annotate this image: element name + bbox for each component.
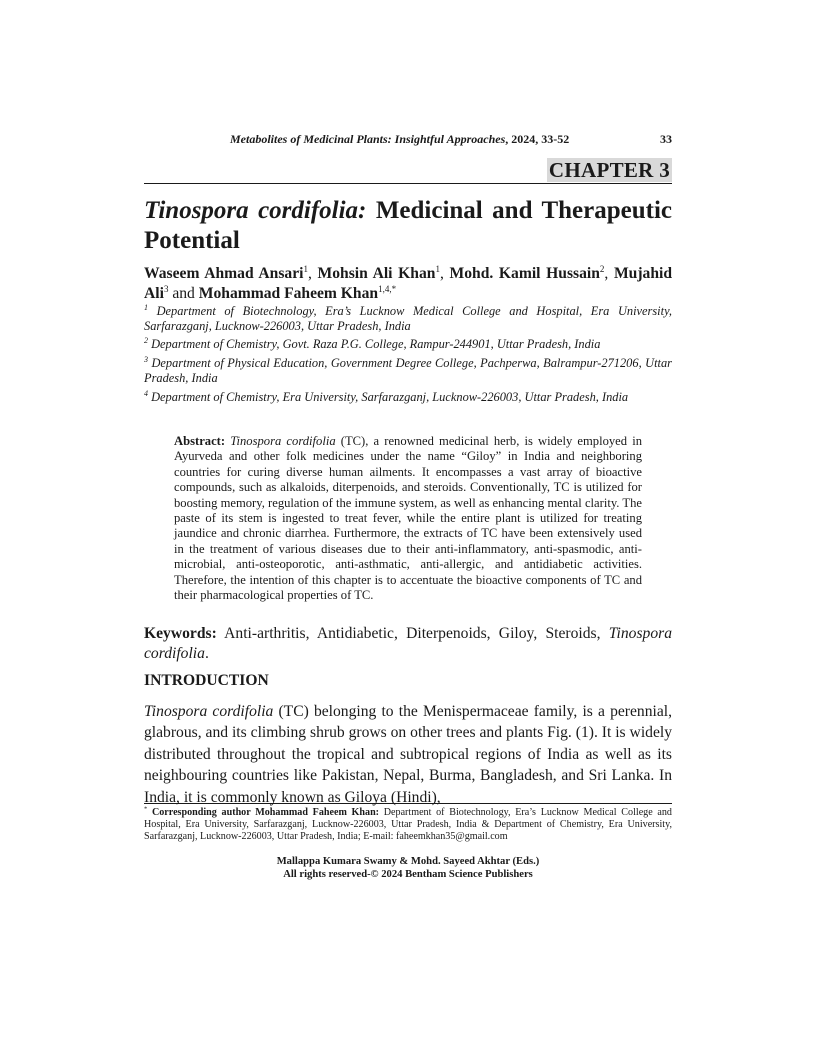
running-header	[144, 132, 672, 148]
author-separator: ,	[307, 265, 318, 282]
publisher-info	[144, 856, 672, 881]
affiliation-number: 2	[144, 335, 148, 345]
chapter-divider	[144, 183, 672, 184]
intro-text: (TC) belonging to the Menispermaceae family, is a perennial, glabrous, and its climbing shrub grows on other trees and plants Fig. (1). It is widely distributed throughout the tropical and subtropical regions of India as well as its neighbouring countries like Pakistan, Nepal, Burma, Bangladesh, and Sri Lanka. In India, it is commonly known as Giloya (Hindi),	[144, 703, 672, 806]
affiliation	[144, 356, 672, 386]
affiliation-text: Department of Chemistry, Era University, Sarfarazganj, Lucknow-226003, Uttar Pradesh, India	[148, 390, 629, 404]
author-name: Waseem Ahmad Ansari	[144, 265, 304, 282]
journal-title: Metabolites of Medicinal Plants: Insightful Approaches	[230, 132, 506, 146]
section-heading: INTRODUCTION	[144, 672, 269, 689]
author-separator: ,	[604, 265, 614, 282]
affiliation-text: Department of Physical Education, Government Degree College, Pachperwa, Balrampur-271206, Uttar Pradesh, India	[144, 356, 672, 385]
page-number: 33	[660, 132, 672, 146]
affiliation-text: Department of Biotechnology, Era’s Lucknow Medical College and Hospital, Era University, Sarfarazganj, Lucknow-226003, Uttar Pradesh, India	[144, 304, 672, 333]
author-affiliation-mark: 2	[599, 263, 605, 274]
author-separator: ,	[439, 265, 450, 282]
affiliation-text: Department of Chemistry, Govt. Raza P.G. College, Rampur-244901, Uttar Pradesh, India	[148, 337, 601, 351]
introduction-paragraph	[144, 701, 672, 808]
editors-line: Mallappa Kumara Swamy & Mohd. Sayeed Akhtar (Eds.)	[276, 856, 540, 867]
abstract	[174, 434, 642, 603]
keywords-label: Keywords:	[144, 625, 217, 642]
author-separator: and	[168, 285, 199, 302]
affiliation	[144, 390, 672, 405]
copyright-line: All rights reserved-© 2024 Bentham Science Publishers	[283, 868, 533, 880]
abstract-species: Tinospora cordifolia	[230, 434, 336, 448]
abstract-text: (TC), a renowned medicinal herb, is widely employed in Ayurveda and other folk medicines under the name “Giloy” in India and neighboring countries for curing diverse human ailments. It encompasses a vast array of bioactive compounds, such as alkaloids, diterpenoids, and steroids. Conventionally, TC is utilized for boosting memory, regulation of the immune system, as well as enhancing mental clarity. The paste of its stem is ingested to treat fever, while the entire plant is utilized for treating jaundice and chronic diarrhea. Furthermore, the extracts of TC have been extensively used in the treatment of various diseases due to their anti-inflammatory, anti-spasmodic, anti-microbial, anti-osteoporotic, anti-asthmatic, anti-allergic, and antidiabetic activities. Therefore, the intention of this chapter is to accentuate the bioactive components of TC and their pharmacological properties of TC.	[174, 434, 642, 603]
author-affiliation-mark: 3	[163, 283, 169, 294]
abstract-label: Abstract:	[174, 434, 226, 448]
chapter-title	[144, 196, 672, 256]
author-name: Mohd. Kamil Hussain	[449, 265, 600, 282]
title-rest: Medicinal and Therapeutic Potential	[144, 197, 672, 254]
title-species: Tinospora cordifolia:	[144, 197, 367, 224]
footnote-text: Department of Biotechnology, Era’s Lucknow Medical College and Hospital, Era University, Sarfarazganj, Lucknow-226003, Uttar Pradesh, India & Department of Chemistry, Era University, Sarfarazganj, Lucknow-226003, Uttar Pradesh, India; E-mail: faheemkhan35@gmail.com	[144, 807, 672, 843]
affiliation	[144, 337, 672, 352]
affiliation-number: 4	[144, 388, 148, 398]
author-name: Mohammad Faheem Khan	[198, 285, 379, 302]
author-name: Mujahid Ali	[144, 265, 673, 302]
corresponding-author-footnote	[144, 807, 672, 844]
chapter-label: CHAPTER 3	[548, 158, 670, 182]
footnote-marker: *	[144, 805, 148, 813]
affiliation-number: 1	[144, 302, 148, 312]
intro-species: Tinospora cordifolia	[144, 703, 274, 720]
journal-citation	[230, 132, 569, 147]
author-affiliation-mark: 1	[303, 263, 308, 274]
footnote-label: Corresponding author Mohammad Faheem Khan:	[147, 807, 380, 818]
author-list	[144, 264, 672, 304]
keywords-species: Tinospora cordifolia	[144, 625, 672, 662]
keywords-end: .	[204, 645, 209, 662]
affiliation	[144, 304, 672, 334]
keywords	[144, 624, 672, 664]
keywords-text: Anti-arthritis, Antidiabetic, Diterpenoids, Giloy, Steroids,	[216, 625, 609, 642]
footnote-divider	[144, 803, 672, 804]
journal-year-pages: , 2024, 33-52	[505, 132, 570, 146]
author-affiliation-mark: 1,4,*	[378, 283, 397, 294]
author-affiliation-mark: 1	[435, 263, 440, 274]
author-name: Mohsin Ali Khan	[317, 265, 436, 282]
affiliation-number: 3	[144, 354, 148, 364]
